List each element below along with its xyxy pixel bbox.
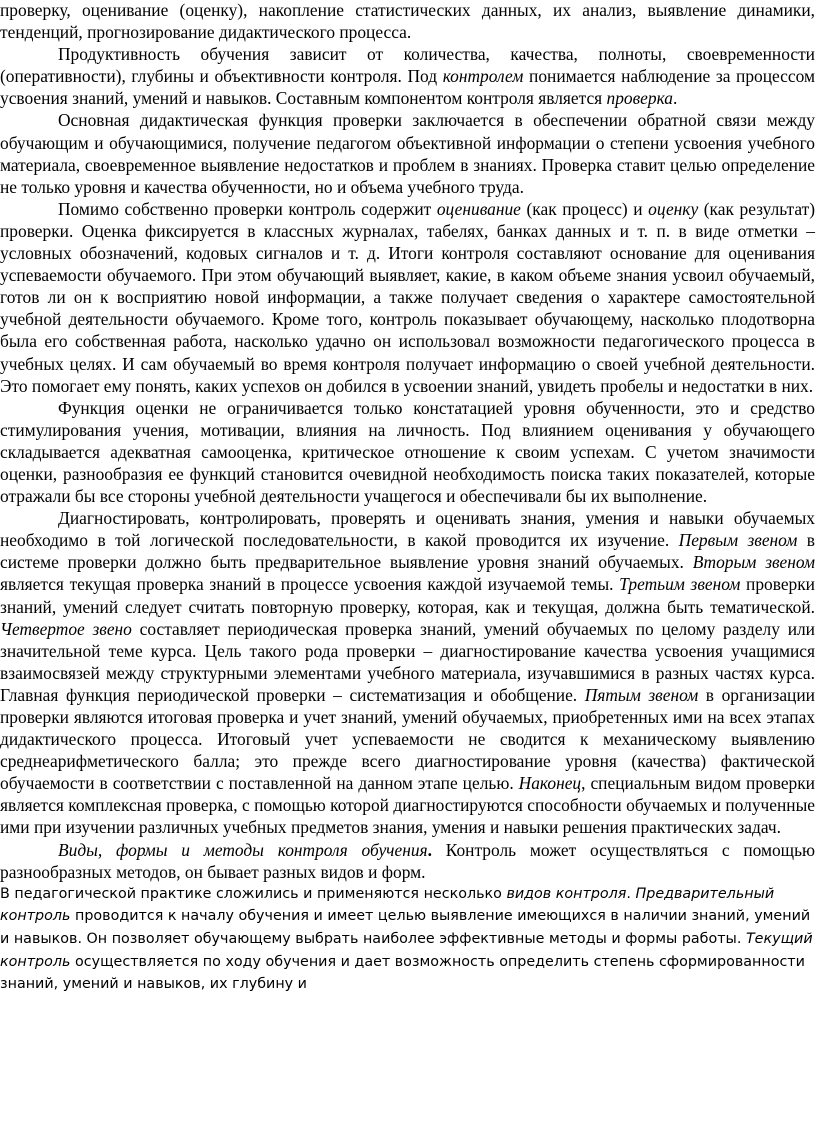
- term-fourth-link: Четвертое звено: [0, 618, 132, 639]
- text-run: Контроль может осуществляться с помощью разнообразных методов, он бывает разных видов и форм.: [0, 839, 816, 882]
- term-control-types: видов контроля: [506, 885, 627, 902]
- paragraph-8: [0, 883, 816, 996]
- term-third-link: Третьим звеном: [619, 574, 741, 595]
- text-run: Помимо собственно проверки контроль содержит: [58, 198, 437, 219]
- paragraph-5: [0, 397, 816, 507]
- paragraph-7: [0, 839, 816, 883]
- text-run: в организации проверки являются итоговая проверка и учет знаний, умений обучаемых, приобретенных ими на всех этапах дидактического процесса. Итоговый учет успеваемости не сводится к механическому выявлению среднеарифметического балла; это прежде всего диагностирование уровня (качества) фактической обучаемости в соответствии с поставленной на данном этапе целью.: [0, 684, 815, 794]
- term-current-control: Текущий контроль: [0, 930, 813, 970]
- paragraph-3: [0, 109, 816, 197]
- text-run: понимается наблюдение за процессом усвоения знаний, умений и навыков. Составным компонентом контроля является: [0, 66, 815, 109]
- term-first-link: Первым звеном: [678, 530, 798, 551]
- text-run: Продуктивность обучения зависит от количества, качества, полноты, своевременности (оперативности), глубины и объективности контроля. Под: [0, 44, 815, 87]
- paragraph-6: [0, 507, 816, 838]
- text-run: в системе проверки должно быть предварительное выявление уровня знаний обучаемых.: [0, 530, 815, 573]
- text-run: осуществляется по ходу обучения и дает возможность определить степень сформированности знаний, умений и навыков, их глубину и: [0, 953, 805, 993]
- text-run: , специальным видом проверки является комплексная проверка, с помощью которой диагностируются способности обучаемых и полученные ими при изучении различных учебных предметов знания, умения и навыки решения практических задач.: [0, 773, 815, 838]
- text-run: проводится к началу обучения и имеет целью выявление имеющихся в наличии знаний, умений и навыков. Он позволяет обучающему выбрать наиболее эффективные методы и формы работы.: [0, 908, 811, 947]
- term-evaluating: оценивание: [436, 198, 521, 219]
- text-run: проверку, оценивание (оценку), накопление статистических данных, их анализ, выявление динамики, тенденций, прогнозирование дидактического процесса.: [0, 0, 815, 43]
- term-second-link: Вторым звеном: [692, 552, 816, 573]
- text-run: Функция оценки не ограничивается только констатацией уровня обученности, это и средство стимулирования учения, мотивации, влияния на личность. Под влиянием оценивания у обучающего складывается адекватная самооценка, критическое отношение к своим успехам. С учетом значимости оценки, разнообразия ее функций становится очевидной необходимость поиска таких показателей, которые отражали бы все стороны учебной деятельности учащегося и обеспечивали бы их выполнение.: [0, 397, 815, 507]
- heading-period: .: [427, 839, 432, 860]
- text-run: проверки знаний, умений следует считать повторную проверку, которая, как и текущая, должна быть тематической.: [0, 574, 815, 617]
- paragraph-2: [0, 43, 816, 109]
- text-run: составляет периодическая проверка знаний, умений обучаемых по целому разделу или значительной теме курса. Цель такого рода проверки – диагностирование качества усвоения учащимися взаимосвязей между структурными элементами учебного материала, изучавшимися в разных частях курса. Главная функция периодической проверки – систематизация и обобщение.: [0, 618, 815, 705]
- term-preliminary-control: Предварительный контроль: [0, 885, 775, 925]
- text-run: .: [626, 885, 636, 902]
- term-finally: Наконец: [518, 773, 582, 794]
- text-run: В педагогической практике сложились и применяются несколько: [0, 885, 507, 902]
- text-run: .: [672, 88, 678, 109]
- term-evaluation: оценку: [648, 198, 699, 219]
- paragraph-1: [0, 0, 816, 43]
- section-heading: Виды, формы и методы контроля обучения: [58, 839, 428, 860]
- text-run: является текущая проверка знаний в процессе усвоения каждой изучаемой темы.: [0, 574, 620, 595]
- term-fifth-link: Пятым звеном: [584, 684, 699, 705]
- text-run: Диагностировать, контролировать, проверять и оценивать знания, умения и навыки обучаемых необходимо в той логической последовательности, в какой проводится их изучение.: [0, 508, 815, 551]
- paragraph-4: [0, 198, 816, 397]
- term-control: контролем: [442, 66, 524, 87]
- text-run: Основная дидактическая функция проверки заключается в обеспечении обратной связи между обучающим и обучающимися, получение педагогом объективной информации о степени усвоения учебного материала, своевременное выявление недостатков и проблем в знаниях. Проверка ставит целью определение не только уровня и качества обученности, но и объема учебного труда.: [0, 110, 815, 197]
- term-check: проверка: [606, 88, 673, 109]
- text-run: (как результат) проверки. Оценка фиксируется в классных журналах, табелях, банках данных и т. п. в виде отметки – условных обозначений, кодовых сигналов и т. д. Итоги контроля составляют основание для оценивания успеваемости обучаемого. При этом обучающий выявляет, какие, в каком объеме знания усвоил обучаемый, готов ли он к восприятию новой информации, а также получает сведения о характере самостоятельной учебной деятельности обучаемого. Кроме того, контроль показывает обучающему, насколько плодотворна была его собственная работа, насколько удачно он использовал возможности педагогического процесса в учебных целях. И сам обучаемый во время контроля получает информацию о своей учебной деятельности. Это помогает ему понять, каких успехов он добился в усвоении знаний, увидеть пробелы и недостатки в них.: [0, 198, 815, 396]
- text-run: (как процесс) и: [520, 198, 649, 219]
